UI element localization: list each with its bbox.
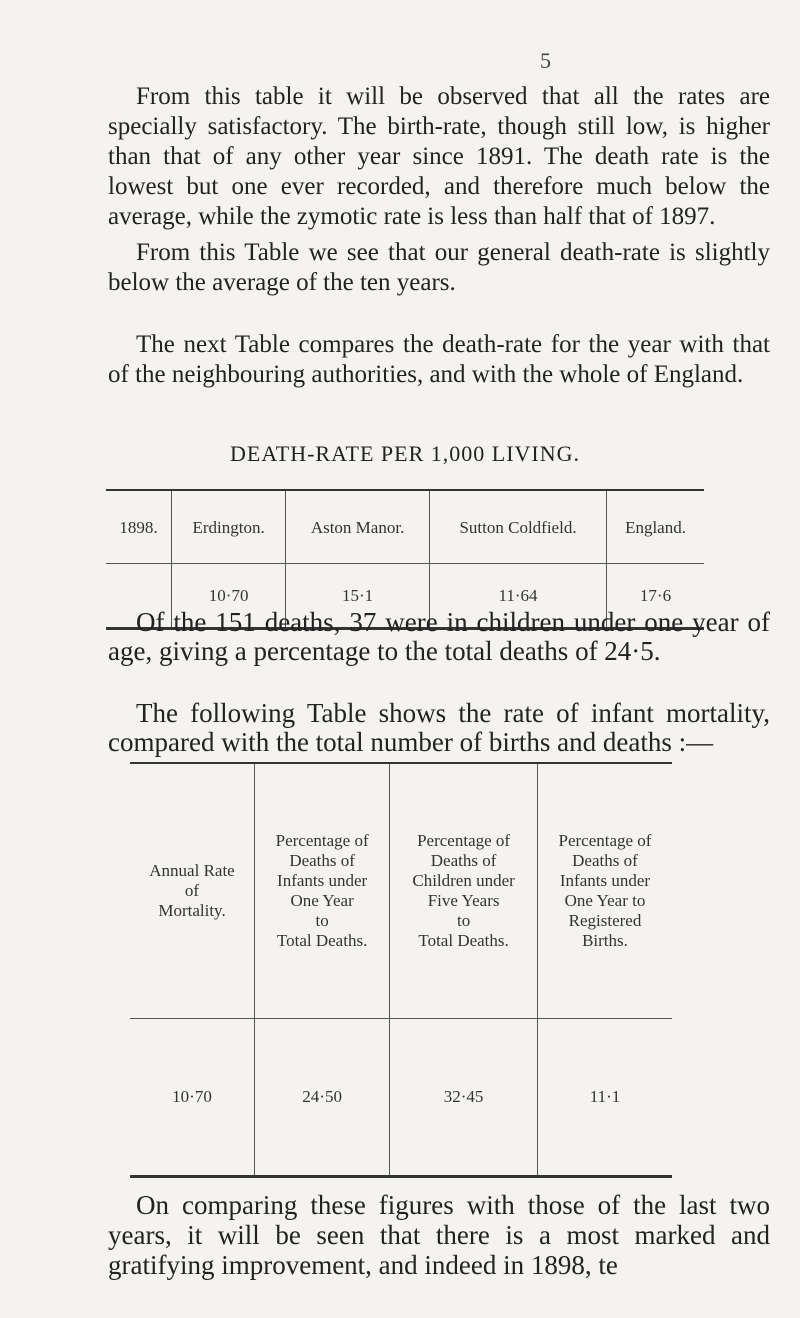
- header-line: Percentage of: [417, 831, 511, 850]
- table-row: [130, 1019, 672, 1177]
- header-line: to: [456, 911, 471, 930]
- page-number: 5: [540, 48, 551, 73]
- paragraph-rates-observation: From this table it will be observed that all the rates are specially satisfactory. The birth-rate, though still low, is higher than that of any other year since 1891. The death rate is the lowest but one ever recorded, and therefore much below the average, while the zymotic rate is less than half that of 1897.: [108, 83, 770, 230]
- header-line: Total Deaths.: [418, 931, 509, 950]
- table-cell: 10·70: [172, 564, 286, 629]
- paragraph-general-death-rate: From this Table we see that our general death-rate is slightly below the average of the ten years.: [108, 239, 770, 296]
- table-header-cell: [537, 763, 672, 1019]
- table-header-row: [106, 490, 704, 564]
- paragraph-infant-deaths: Of the 151 deaths, 37 were in children under one year of age, giving a percentage to the total deaths of 24·5.: [108, 607, 770, 666]
- table-cell: 24·50: [255, 1019, 390, 1177]
- header-line: Births.: [582, 931, 628, 950]
- table-cell: 17·6: [607, 564, 704, 629]
- paragraph-infant-mortality-intro: The following Table shows the rate of infant mortality, compared with the total number of births and deaths :—: [108, 698, 770, 757]
- header-line: Percentage of: [558, 831, 652, 850]
- header-line: Percentage of: [275, 831, 369, 850]
- paragraph-comparison: On comparing these figures with those of the last two years, it will be seen that there is a most marked and gratifying improvement, and indeed in 1898, te: [108, 1190, 770, 1280]
- header-line: Five Years: [427, 891, 500, 910]
- header-line: of: [184, 881, 200, 900]
- paragraph-next-table: The next Table compares the death-rate for the year with that of the neighbouring authorities, and with the whole of England.: [108, 331, 770, 388]
- header-line: Total Deaths.: [276, 931, 368, 950]
- death-rate-table-title: DEATH-RATE PER 1,000 LIVING.: [230, 441, 581, 466]
- table-cell: 10·70: [130, 1019, 255, 1177]
- header-line: Deaths of: [289, 851, 355, 870]
- table-header-cell: [130, 763, 255, 1019]
- table-header-row: [130, 763, 672, 1019]
- header-line: One Year: [290, 891, 354, 910]
- table-header-cell: Erdington.: [172, 490, 286, 564]
- header-line: Mortality.: [158, 901, 226, 920]
- header-line: Annual Rate: [149, 861, 235, 880]
- table-header-cell: Aston Manor.: [286, 490, 430, 564]
- table-cell: 11·1: [537, 1019, 672, 1177]
- table-header-cell: [390, 763, 538, 1019]
- table-cell: 11·64: [430, 564, 607, 629]
- table-header-cell: 1898.: [106, 490, 172, 564]
- table-cell: 15·1: [286, 564, 430, 629]
- table-header-cell: England.: [607, 490, 704, 564]
- table-cell: 32·45: [390, 1019, 538, 1177]
- table-header-cell: Sutton Coldfield.: [430, 490, 607, 564]
- infant-mortality-table: [130, 762, 672, 1178]
- header-line: Children under: [412, 871, 515, 890]
- header-line: Deaths of: [572, 851, 638, 870]
- header-line: Infants under: [559, 871, 651, 890]
- table-header-cell: [255, 763, 390, 1019]
- header-line: Infants under: [277, 871, 368, 890]
- header-line: Registered: [568, 911, 642, 930]
- header-line: Deaths of: [430, 851, 497, 870]
- header-line: One Year to: [564, 891, 646, 910]
- header-line: to: [315, 911, 329, 930]
